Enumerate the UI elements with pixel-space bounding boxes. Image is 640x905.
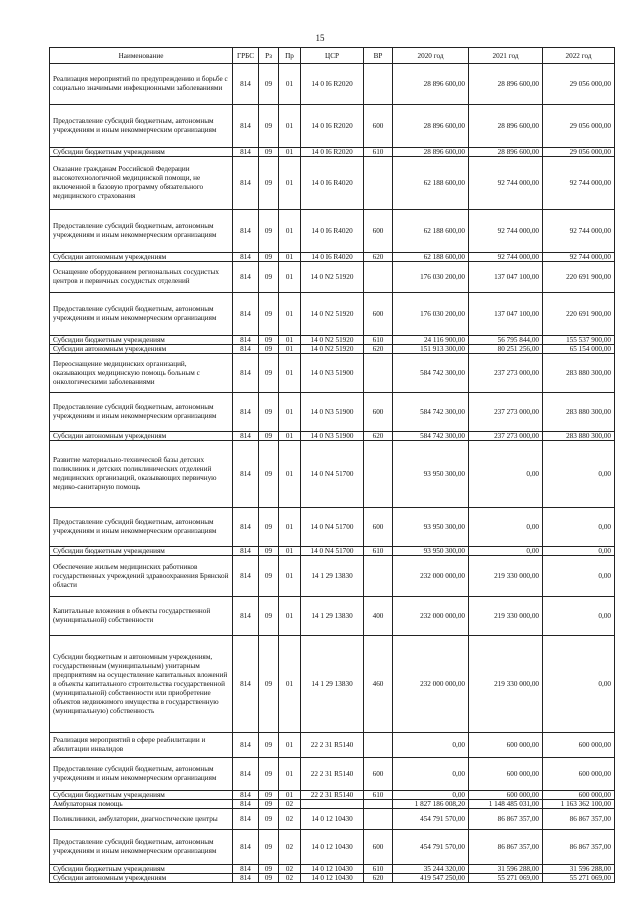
cell-2020: 93 950 300,00 <box>393 441 469 508</box>
cell-2020: 232 000 000,00 <box>393 636 469 733</box>
cell-2022: 29 056 000,00 <box>543 148 615 157</box>
cell-name: Реализация мероприятий по предупреждению и борьбе с социально значимыми инфекционными заболеваниями <box>50 64 233 105</box>
cell-vr <box>364 64 393 105</box>
cell-csr: 14 0 I6 R2020 <box>301 105 364 148</box>
cell-2022: 65 154 000,00 <box>543 345 615 354</box>
cell-pr: 01 <box>279 636 301 733</box>
cell-name: Субсидии автономным учреждениям <box>50 874 233 883</box>
cell-2022: 0,00 <box>543 636 615 733</box>
cell-name: Субсидии автономным учреждениям <box>50 253 233 262</box>
cell-pr: 01 <box>279 597 301 636</box>
cell-2022: 1 163 362 100,00 <box>543 800 615 809</box>
cell-pr: 01 <box>279 393 301 432</box>
cell-csr: 14 0 I6 R2020 <box>301 148 364 157</box>
cell-2022: 92 744 000,00 <box>543 157 615 210</box>
cell-2021: 0,00 <box>469 441 543 508</box>
cell-pr: 01 <box>279 293 301 336</box>
cell-2020: 93 950 300,00 <box>393 547 469 556</box>
cell-pr: 01 <box>279 547 301 556</box>
cell-2020: 584 742 300,00 <box>393 432 469 441</box>
cell-grbs: 814 <box>233 148 259 157</box>
cell-name: Амбулаторная помощь <box>50 800 233 809</box>
cell-rz: 09 <box>259 157 279 210</box>
cell-grbs: 814 <box>233 547 259 556</box>
cell-2022: 283 880 300,00 <box>543 354 615 393</box>
table-row <box>50 345 615 354</box>
table-row <box>50 547 615 556</box>
cell-rz: 09 <box>259 865 279 874</box>
table-row <box>50 293 615 336</box>
cell-2020: 28 896 600,00 <box>393 148 469 157</box>
cell-vr <box>364 262 393 293</box>
cell-pr: 02 <box>279 865 301 874</box>
cell-vr: 600 <box>364 293 393 336</box>
cell-name: Предоставление субсидий бюджетным, автономным учреждениям и иным некоммерческим организациям <box>50 830 233 865</box>
table-row <box>50 865 615 874</box>
cell-grbs: 814 <box>233 874 259 883</box>
cell-2022: 92 744 000,00 <box>543 253 615 262</box>
cell-csr: 14 0 N3 51900 <box>301 354 364 393</box>
cell-2021: 92 744 000,00 <box>469 157 543 210</box>
cell-pr: 01 <box>279 345 301 354</box>
cell-rz: 09 <box>259 354 279 393</box>
page-number: 15 <box>315 33 325 43</box>
cell-vr: 600 <box>364 508 393 547</box>
cell-grbs: 814 <box>233 105 259 148</box>
cell-2022: 31 596 288,00 <box>543 865 615 874</box>
cell-2022: 220 691 900,00 <box>543 262 615 293</box>
cell-csr: 14 1 29 13830 <box>301 636 364 733</box>
cell-grbs: 814 <box>233 64 259 105</box>
cell-name: Предоставление субсидий бюджетным, автономным учреждениям и иным некоммерческим организациям <box>50 758 233 791</box>
table-row <box>50 262 615 293</box>
cell-vr: 600 <box>364 210 393 253</box>
cell-csr: 14 0 N3 51900 <box>301 393 364 432</box>
cell-name: Поликлиники, амбулатории, диагностические центры <box>50 809 233 830</box>
cell-grbs: 814 <box>233 791 259 800</box>
cell-csr: 14 0 12 10430 <box>301 830 364 865</box>
cell-2020: 419 547 250,00 <box>393 874 469 883</box>
cell-2021: 237 273 000,00 <box>469 432 543 441</box>
cell-csr: 14 0 N4 51700 <box>301 441 364 508</box>
cell-name: Субсидии бюджетным учреждениям <box>50 547 233 556</box>
cell-2020: 151 913 300,00 <box>393 345 469 354</box>
header-csr: ЦСР <box>301 48 364 64</box>
cell-rz: 09 <box>259 547 279 556</box>
cell-pr: 01 <box>279 791 301 800</box>
cell-2021: 0,00 <box>469 547 543 556</box>
cell-2021: 86 867 357,00 <box>469 830 543 865</box>
cell-2021: 28 896 600,00 <box>469 64 543 105</box>
cell-2022: 0,00 <box>543 547 615 556</box>
cell-grbs: 814 <box>233 432 259 441</box>
cell-grbs: 814 <box>233 597 259 636</box>
cell-name: Реализация мероприятий в сфере реабилитации и абилитации инвалидов <box>50 733 233 758</box>
cell-csr: 14 1 29 13830 <box>301 556 364 597</box>
table-row <box>50 64 615 105</box>
cell-vr: 620 <box>364 432 393 441</box>
cell-csr: 14 0 N4 51700 <box>301 547 364 556</box>
cell-vr: 610 <box>364 336 393 345</box>
table-row <box>50 393 615 432</box>
cell-rz: 09 <box>259 336 279 345</box>
cell-pr: 01 <box>279 432 301 441</box>
cell-rz: 09 <box>259 874 279 883</box>
cell-vr: 600 <box>364 830 393 865</box>
cell-2020: 62 188 600,00 <box>393 210 469 253</box>
table-row <box>50 336 615 345</box>
cell-name: Предоставление субсидий бюджетным, автономным учреждениям и иным некоммерческим организациям <box>50 105 233 148</box>
cell-2021: 137 047 100,00 <box>469 293 543 336</box>
cell-2020: 584 742 300,00 <box>393 393 469 432</box>
cell-2020: 62 188 600,00 <box>393 253 469 262</box>
cell-rz: 09 <box>259 441 279 508</box>
cell-rz: 09 <box>259 809 279 830</box>
cell-pr: 01 <box>279 148 301 157</box>
cell-grbs: 814 <box>233 336 259 345</box>
cell-2022: 283 880 300,00 <box>543 393 615 432</box>
cell-grbs: 814 <box>233 508 259 547</box>
cell-2022: 220 691 900,00 <box>543 293 615 336</box>
cell-name: Капитальные вложения в объекты государственной (муниципальной) собственности <box>50 597 233 636</box>
cell-csr: 14 0 N2 51920 <box>301 345 364 354</box>
cell-csr: 14 0 I6 R4020 <box>301 253 364 262</box>
cell-vr: 610 <box>364 791 393 800</box>
cell-2020: 93 950 300,00 <box>393 508 469 547</box>
cell-2021: 55 271 069,00 <box>469 874 543 883</box>
budget-table <box>49 47 615 883</box>
cell-2022: 29 056 000,00 <box>543 105 615 148</box>
cell-pr: 01 <box>279 253 301 262</box>
cell-name: Оказание гражданам Российской Федерации высокотехнологичной медицинской помощи, не включенной в базовую программу обязательного медицинского страхования <box>50 157 233 210</box>
cell-csr: 14 0 N2 51920 <box>301 293 364 336</box>
cell-2021: 86 867 357,00 <box>469 809 543 830</box>
cell-rz: 09 <box>259 148 279 157</box>
cell-2022: 29 056 000,00 <box>543 64 615 105</box>
cell-name: Субсидии автономным учреждениям <box>50 432 233 441</box>
table-row <box>50 636 615 733</box>
cell-name: Субсидии бюджетным учреждениям <box>50 336 233 345</box>
cell-pr: 01 <box>279 157 301 210</box>
cell-2021: 28 896 600,00 <box>469 148 543 157</box>
cell-vr: 610 <box>364 547 393 556</box>
cell-csr: 14 0 I6 R4020 <box>301 210 364 253</box>
cell-grbs: 814 <box>233 733 259 758</box>
cell-2022: 86 867 357,00 <box>543 809 615 830</box>
cell-grbs: 814 <box>233 354 259 393</box>
cell-name: Предоставление субсидий бюджетным, автономным учреждениям и иным некоммерческим организациям <box>50 293 233 336</box>
cell-rz: 09 <box>259 556 279 597</box>
cell-csr: 14 0 12 10430 <box>301 865 364 874</box>
cell-name: Субсидии бюджетным и автономным учреждениям, государственным (муниципальным) унитарным предприятиям на осуществление капитальных вложений в объекты капитального строительства государственной (муниципальной) собственности или приобретение объектов недвижимого имущества в государственную (муниципальную) собственность <box>50 636 233 733</box>
table-row <box>50 210 615 253</box>
cell-vr: 610 <box>364 148 393 157</box>
cell-pr: 01 <box>279 64 301 105</box>
cell-csr: 14 0 12 10430 <box>301 809 364 830</box>
cell-rz: 09 <box>259 800 279 809</box>
cell-name: Субсидии бюджетным учреждениям <box>50 791 233 800</box>
header-vr: ВР <box>364 48 393 64</box>
cell-2021: 600 000,00 <box>469 758 543 791</box>
table-row <box>50 874 615 883</box>
cell-grbs: 814 <box>233 293 259 336</box>
cell-csr: 14 1 29 13830 <box>301 597 364 636</box>
cell-2020: 1 827 186 008,20 <box>393 800 469 809</box>
cell-2020: 28 896 600,00 <box>393 64 469 105</box>
cell-2022: 0,00 <box>543 556 615 597</box>
cell-name: Предоставление субсидий бюджетным, автономным учреждениям и иным некоммерческим организациям <box>50 393 233 432</box>
cell-rz: 09 <box>259 393 279 432</box>
cell-csr: 14 0 I6 R4020 <box>301 157 364 210</box>
cell-grbs: 814 <box>233 809 259 830</box>
cell-name: Предоставление субсидий бюджетным, автономным учреждениям и иным некоммерческим организациям <box>50 210 233 253</box>
cell-2020: 454 791 570,00 <box>393 809 469 830</box>
cell-grbs: 814 <box>233 157 259 210</box>
cell-grbs: 814 <box>233 393 259 432</box>
cell-rz: 09 <box>259 210 279 253</box>
cell-csr <box>301 800 364 809</box>
cell-rz: 09 <box>259 758 279 791</box>
table-row <box>50 758 615 791</box>
cell-vr: 600 <box>364 758 393 791</box>
cell-vr <box>364 800 393 809</box>
cell-csr: 14 0 N3 51900 <box>301 432 364 441</box>
table-row <box>50 148 615 157</box>
header-rz: Рз <box>259 48 279 64</box>
cell-2021: 237 273 000,00 <box>469 393 543 432</box>
cell-rz: 09 <box>259 830 279 865</box>
cell-pr: 01 <box>279 733 301 758</box>
cell-name: Оснащение оборудованием региональных сосудистых центров и первичных сосудистых отделений <box>50 262 233 293</box>
cell-vr <box>364 809 393 830</box>
table-row <box>50 800 615 809</box>
cell-rz: 09 <box>259 253 279 262</box>
cell-2020: 176 030 200,00 <box>393 262 469 293</box>
cell-2021: 0,00 <box>469 508 543 547</box>
cell-grbs: 814 <box>233 800 259 809</box>
cell-csr: 14 0 12 10430 <box>301 874 364 883</box>
cell-2020: 62 188 600,00 <box>393 157 469 210</box>
table-row <box>50 354 615 393</box>
cell-grbs: 814 <box>233 441 259 508</box>
cell-pr: 01 <box>279 354 301 393</box>
cell-rz: 09 <box>259 293 279 336</box>
cell-vr: 460 <box>364 636 393 733</box>
cell-rz: 09 <box>259 64 279 105</box>
cell-rz: 09 <box>259 597 279 636</box>
table-row <box>50 157 615 210</box>
cell-pr: 01 <box>279 556 301 597</box>
table-row <box>50 830 615 865</box>
cell-name: Субсидии бюджетным учреждениям <box>50 865 233 874</box>
cell-2021: 219 330 000,00 <box>469 636 543 733</box>
cell-grbs: 814 <box>233 262 259 293</box>
cell-grbs: 814 <box>233 210 259 253</box>
cell-pr: 01 <box>279 508 301 547</box>
header-name: Наименование <box>50 48 233 64</box>
cell-2021: 28 896 600,00 <box>469 105 543 148</box>
cell-rz: 09 <box>259 636 279 733</box>
cell-rz: 09 <box>259 791 279 800</box>
cell-rz: 09 <box>259 105 279 148</box>
table-row <box>50 508 615 547</box>
cell-2021: 1 148 485 031,00 <box>469 800 543 809</box>
cell-2020: 232 000 000,00 <box>393 597 469 636</box>
cell-2021: 56 795 844,00 <box>469 336 543 345</box>
cell-name: Предоставление субсидий бюджетным, автономным учреждениям и иным некоммерческим организациям <box>50 508 233 547</box>
cell-2020: 232 000 000,00 <box>393 556 469 597</box>
cell-2021: 92 744 000,00 <box>469 210 543 253</box>
cell-2022: 0,00 <box>543 597 615 636</box>
cell-vr <box>364 733 393 758</box>
cell-2022: 92 744 000,00 <box>543 210 615 253</box>
cell-2020: 35 244 320,00 <box>393 865 469 874</box>
header-2020: 2020 год <box>393 48 469 64</box>
cell-2021: 219 330 000,00 <box>469 597 543 636</box>
table-row <box>50 809 615 830</box>
cell-2022: 0,00 <box>543 508 615 547</box>
cell-2021: 237 273 000,00 <box>469 354 543 393</box>
cell-2022: 600 000,00 <box>543 791 615 800</box>
cell-vr <box>364 441 393 508</box>
cell-pr: 01 <box>279 210 301 253</box>
cell-2021: 92 744 000,00 <box>469 253 543 262</box>
cell-grbs: 814 <box>233 253 259 262</box>
cell-rz: 09 <box>259 508 279 547</box>
table-row <box>50 432 615 441</box>
table-row <box>50 733 615 758</box>
cell-2022: 600 000,00 <box>543 758 615 791</box>
cell-vr <box>364 354 393 393</box>
cell-2022: 155 537 900,00 <box>543 336 615 345</box>
cell-csr: 22 2 31 R5140 <box>301 791 364 800</box>
cell-csr: 14 0 N2 51920 <box>301 336 364 345</box>
table-row <box>50 253 615 262</box>
cell-grbs: 814 <box>233 636 259 733</box>
cell-pr: 02 <box>279 800 301 809</box>
cell-2020: 176 030 200,00 <box>393 293 469 336</box>
cell-2022: 600 000,00 <box>543 733 615 758</box>
cell-vr: 600 <box>364 393 393 432</box>
cell-vr: 610 <box>364 865 393 874</box>
cell-pr: 01 <box>279 262 301 293</box>
cell-grbs: 814 <box>233 830 259 865</box>
table-row <box>50 597 615 636</box>
cell-2020: 0,00 <box>393 733 469 758</box>
cell-grbs: 814 <box>233 865 259 874</box>
header-2021: 2021 год <box>469 48 543 64</box>
header-grbs: ГРБС <box>233 48 259 64</box>
cell-csr: 14 0 I6 R2020 <box>301 64 364 105</box>
cell-grbs: 814 <box>233 556 259 597</box>
cell-vr: 620 <box>364 874 393 883</box>
cell-csr: 14 0 N2 51920 <box>301 262 364 293</box>
cell-rz: 09 <box>259 733 279 758</box>
cell-grbs: 814 <box>233 345 259 354</box>
cell-2020: 584 742 300,00 <box>393 354 469 393</box>
table-row <box>50 105 615 148</box>
cell-2021: 137 047 100,00 <box>469 262 543 293</box>
cell-vr <box>364 157 393 210</box>
cell-vr: 400 <box>364 597 393 636</box>
cell-vr: 600 <box>364 105 393 148</box>
header-pr: Пр <box>279 48 301 64</box>
cell-2020: 24 116 900,00 <box>393 336 469 345</box>
table-header-row <box>50 48 615 64</box>
cell-2022: 0,00 <box>543 441 615 508</box>
cell-name: Переоснащение медицинских организаций, оказывающих медицинскую помощь больным с онкологическими заболеваниями <box>50 354 233 393</box>
cell-vr <box>364 556 393 597</box>
cell-rz: 09 <box>259 262 279 293</box>
cell-2020: 28 896 600,00 <box>393 105 469 148</box>
cell-pr: 01 <box>279 758 301 791</box>
table-row <box>50 556 615 597</box>
cell-vr: 620 <box>364 345 393 354</box>
cell-2022: 86 867 357,00 <box>543 830 615 865</box>
cell-name: Субсидии автономным учреждениям <box>50 345 233 354</box>
cell-pr: 02 <box>279 830 301 865</box>
cell-name: Обеспечение жильем медицинских работников государственных учреждений здравоохранения Брянской области <box>50 556 233 597</box>
cell-2021: 219 330 000,00 <box>469 556 543 597</box>
cell-2022: 283 880 300,00 <box>543 432 615 441</box>
cell-pr: 01 <box>279 105 301 148</box>
cell-pr: 02 <box>279 874 301 883</box>
cell-pr: 01 <box>279 336 301 345</box>
cell-rz: 09 <box>259 345 279 354</box>
cell-pr: 01 <box>279 441 301 508</box>
cell-vr: 620 <box>364 253 393 262</box>
cell-2021: 600 000,00 <box>469 791 543 800</box>
cell-2020: 454 791 570,00 <box>393 830 469 865</box>
cell-rz: 09 <box>259 432 279 441</box>
cell-2021: 600 000,00 <box>469 733 543 758</box>
table-row <box>50 441 615 508</box>
cell-2020: 0,00 <box>393 791 469 800</box>
cell-2020: 0,00 <box>393 758 469 791</box>
cell-csr: 22 2 31 R5140 <box>301 758 364 791</box>
cell-csr: 14 0 N4 51700 <box>301 508 364 547</box>
cell-name: Развитие материально-технической базы детских поликлиник и детских поликлинических отделений медицинских организаций, оказывающих первичную медико-санитарную помощь <box>50 441 233 508</box>
table-row <box>50 791 615 800</box>
cell-2021: 80 251 256,00 <box>469 345 543 354</box>
cell-csr: 22 2 31 R5140 <box>301 733 364 758</box>
cell-pr: 02 <box>279 809 301 830</box>
cell-name: Субсидии бюджетным учреждениям <box>50 148 233 157</box>
header-2022: 2022 год <box>543 48 615 64</box>
cell-2021: 31 596 288,00 <box>469 865 543 874</box>
cell-grbs: 814 <box>233 758 259 791</box>
cell-2022: 55 271 069,00 <box>543 874 615 883</box>
